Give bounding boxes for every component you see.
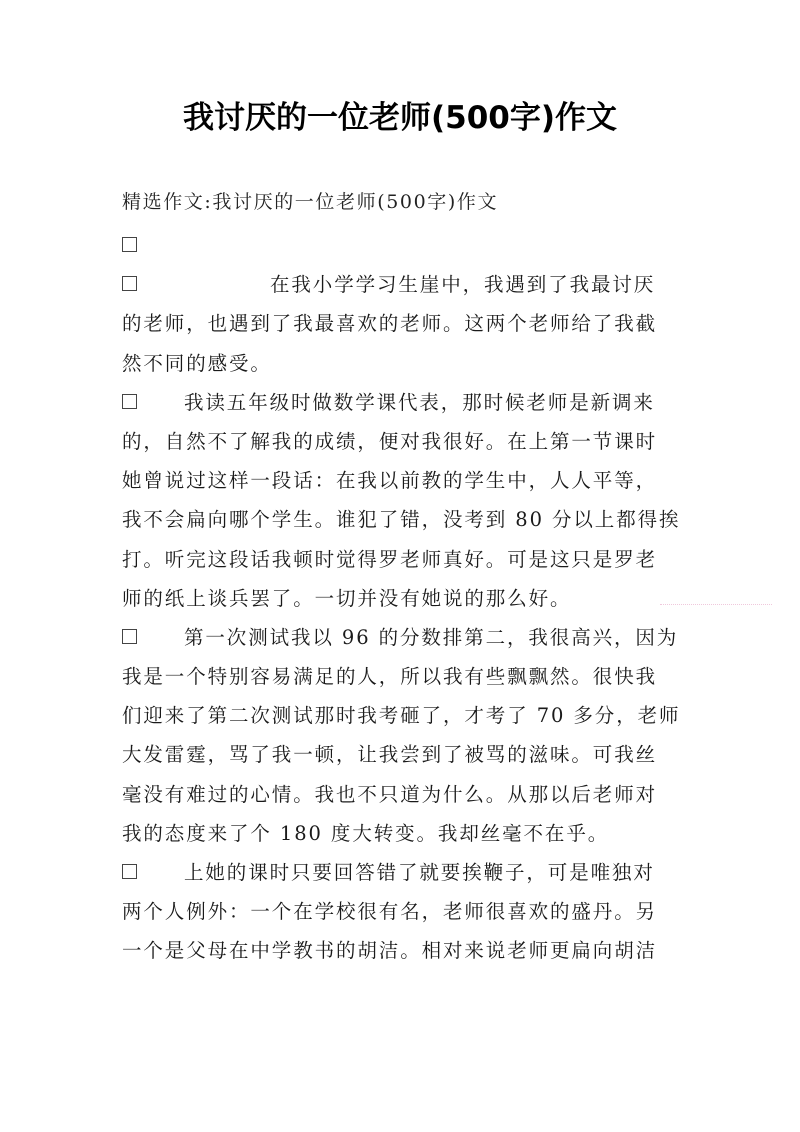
paragraph-text: 我读五年级时做数学课代表，那时候老师是新调来 <box>184 390 655 414</box>
paragraph-text: 上她的课时只要回答错了就要挨鞭子，可是唯独对 <box>184 861 655 884</box>
subtitle: 精选作文:我讨厌的一位老师(500字)作文 <box>122 191 499 213</box>
paragraph-3-line-4: 大发雷霆，骂了我一顿，让我尝到了被骂的滋味。可我丝 <box>122 743 658 767</box>
essay-body <box>122 226 681 971</box>
paragraph-2-line-5: 打。听完这段话我顿时觉得罗老师真好。可是这只是罗老 <box>122 547 658 571</box>
empty-box-icon <box>122 629 137 644</box>
paragraph-4-line-3: 一个是父母在中学教书的胡洁。相对来说老师更扁向胡洁 <box>122 939 658 963</box>
empty-box-icon <box>122 864 137 879</box>
empty-box-icon <box>122 394 137 409</box>
paragraph-2-line-4: 我不会扁向哪个学生。谁犯了错，没考到 80 分以上都得挨 <box>122 508 681 532</box>
paragraph-1-line-1 <box>122 265 660 304</box>
paragraph-3-line-6: 我的态度来了个 180 度大转变。我却丝毫不在乎。 <box>122 821 610 845</box>
paragraph-3-line-1 <box>122 618 679 657</box>
paragraph-3-line-3: 们迎来了第二次测试那时我考砸了，才考了 70 多分，老师 <box>122 704 681 728</box>
faint-dotted-divider <box>660 604 772 605</box>
empty-box-icon <box>122 237 137 252</box>
empty-box-icon <box>122 276 137 291</box>
paragraph-text: 第一次测试我以 96 的分数排第二，我很高兴，因为 <box>184 625 679 649</box>
paragraph-2-line-1 <box>122 383 660 422</box>
paragraph-1-line-2: 的老师，也遇到了我最喜欢的老师。这两个老师给了我截 <box>122 312 658 336</box>
paragraph-4-line-2: 两个人例外：一个在学校很有名，老师很喜欢的盛丹。另 <box>122 900 658 924</box>
paragraph-3-line-5: 毫没有难过的心情。我也不只道为什么。从那以后老师对 <box>122 782 658 806</box>
paragraph-3-line-2: 我是一个特别容易满足的人，所以我有些飘飘然。很快我 <box>122 665 658 689</box>
paragraph-text: 在我小学学习生崖中，我遇到了我最讨厌 <box>270 273 656 297</box>
paragraph-1-line-3: 然不同的感受。 <box>122 351 272 375</box>
paragraph-2-line-3: 她曾说过这样一段话：在我以前教的学生中，人人平等， <box>122 469 658 493</box>
paragraph-2-line-6: 师的纸上谈兵罢了。一切并没有她说的那么好。 <box>122 586 572 610</box>
paragraph-4-line-1 <box>122 853 660 892</box>
paragraph-2-line-2: 的，自然不了解我的成绩，便对我很好。在上第一节课时 <box>122 429 658 453</box>
page-title: 我讨厌的一位老师(500字)作文 <box>182 100 618 136</box>
empty-marker-line <box>122 226 660 265</box>
